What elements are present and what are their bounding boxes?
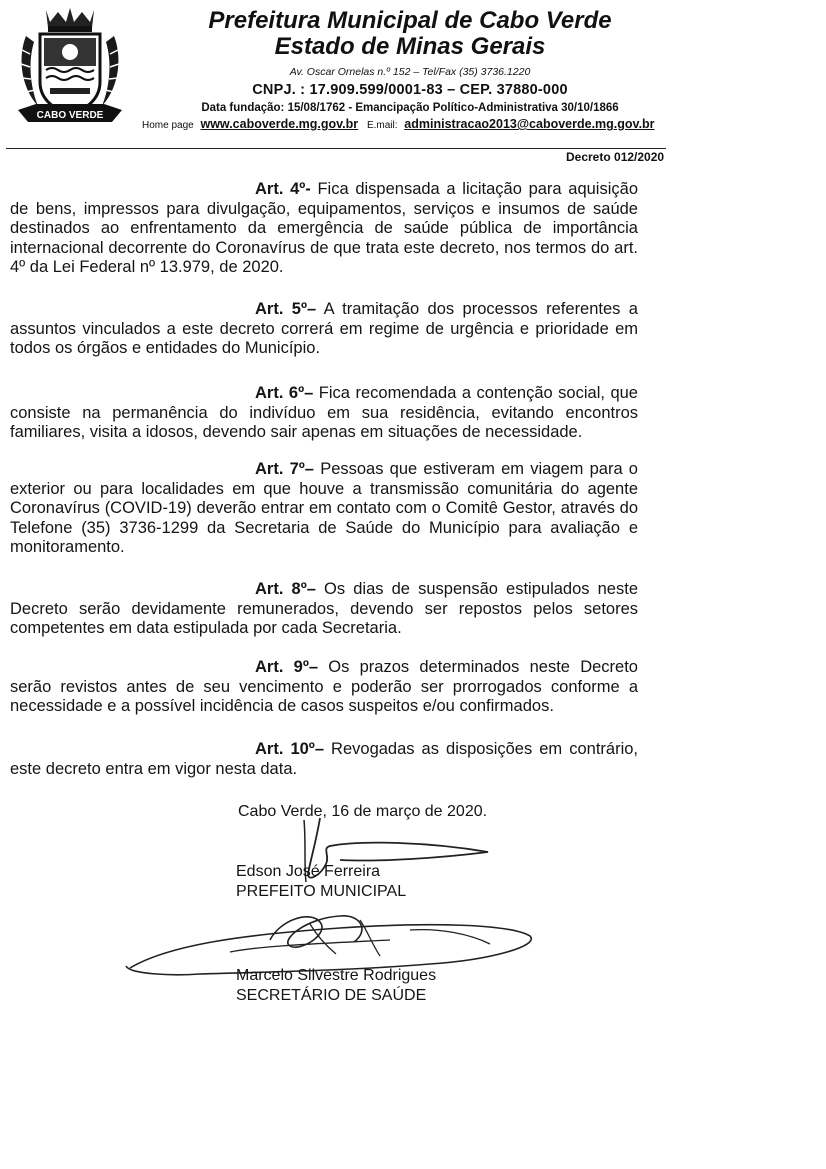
email-link[interactable]: administracao2013@caboverde.mg.gov.br	[404, 117, 655, 131]
municipal-coat-of-arms	[16, 6, 124, 130]
decree-reference: Decreto 012/2020	[566, 150, 665, 164]
header-subtitle: Estado de Minas Gerais	[274, 33, 546, 60]
header-dates: Data fundação: 15/08/1762 - Emancipação Político-Administrativa 30/10/1866	[201, 102, 619, 114]
header-address: Av. Oscar Ornelas n.º 152 – Tel/Fax (35) 3736.1220	[289, 66, 531, 78]
article-text: Fica recomendada a contenção social, que consiste na permanência do indivíduo em sua residência, evitando encontros familiares, visita a idosos, devendo sair apenas em situações de necessidade.	[10, 384, 638, 442]
article-label: Art. 9º–	[255, 658, 319, 676]
homepage-link[interactable]: www.caboverde.mg.gov.br	[200, 117, 359, 131]
place-date: Cabo Verde, 16 de março de 2020.	[238, 803, 488, 820]
article-label: Art. 4º-	[255, 180, 311, 198]
article-text: Pessoas que estiveram em viagem para o exterior ou para localidades em que houve a transmissão comunitária do agente Coronavírus (COVID-19) deverão entrar em contato com o Comitê Gestor, através do Telefone (35) 3736-1299 da Secretaria de Saúde do Município para avaliação e monitoramento.	[10, 460, 638, 557]
article-9	[10, 658, 638, 717]
article-4	[10, 180, 638, 278]
article-label: Art. 6º–	[255, 384, 314, 402]
article-10	[10, 740, 638, 779]
article-label: Art. 8º–	[255, 580, 316, 598]
secretary-name: Marcelo Silvestre Rodrigues	[236, 967, 437, 984]
article-text: Os prazos determinados neste Decreto serão revistos antes de seu vencimento e poderão ser prorrogados conforme a necessidade e a possível incidência de casos suspeitos e/ou confirmados.	[10, 658, 638, 716]
mayor-name: Edson José Ferreira	[236, 863, 381, 880]
header-cnpj: CNPJ. : 17.909.599/0001-83 – CEP. 37880-000	[252, 82, 568, 98]
email-label: E.mail:	[366, 120, 398, 131]
article-6	[10, 384, 638, 443]
header-divider	[6, 148, 666, 149]
article-7	[10, 460, 638, 558]
homepage-label: Home page	[142, 120, 194, 131]
article-label: Art. 5º–	[255, 300, 317, 318]
header-title: Prefeitura Municipal de Cabo Verde	[208, 7, 612, 34]
article-text: Revogadas as disposições em contrário, este decreto entra em vigor nesta data.	[10, 740, 638, 778]
article-5	[10, 300, 638, 359]
article-text: Os dias de suspensão estipulados neste Decreto serão devidamente remunerados, devendo ser repostos pelos setores competentes em data estipulada por cada Secretaria.	[10, 580, 638, 638]
article-text: A tramitação dos processos referentes a assuntos vinculados a este decreto correrá em regime de urgência e prioridade em todos os órgãos e entidades do Município.	[10, 300, 638, 358]
article-8	[10, 580, 638, 639]
article-label: Art. 10º–	[255, 740, 325, 758]
article-label: Art. 7º–	[255, 460, 314, 478]
header-contacts	[142, 117, 662, 131]
mayor-title: PREFEITO MUNICIPAL	[236, 883, 407, 900]
article-text: Fica dispensada a licitação para aquisição de bens, impressos para divulgação, equipamentos, serviços e insumos de saúde destinados ao enfrentamento da emergência de saúde pública de importância internacional decorrente do Coronavírus de que trata este decreto, nos termos do art. 4º da Lei Federal nº 13.979, de 2020.	[10, 180, 638, 277]
secretary-title: SECRETÁRIO DE SAÚDE	[236, 987, 427, 1004]
crest-banner-text: CABO VERDE	[36, 110, 104, 121]
